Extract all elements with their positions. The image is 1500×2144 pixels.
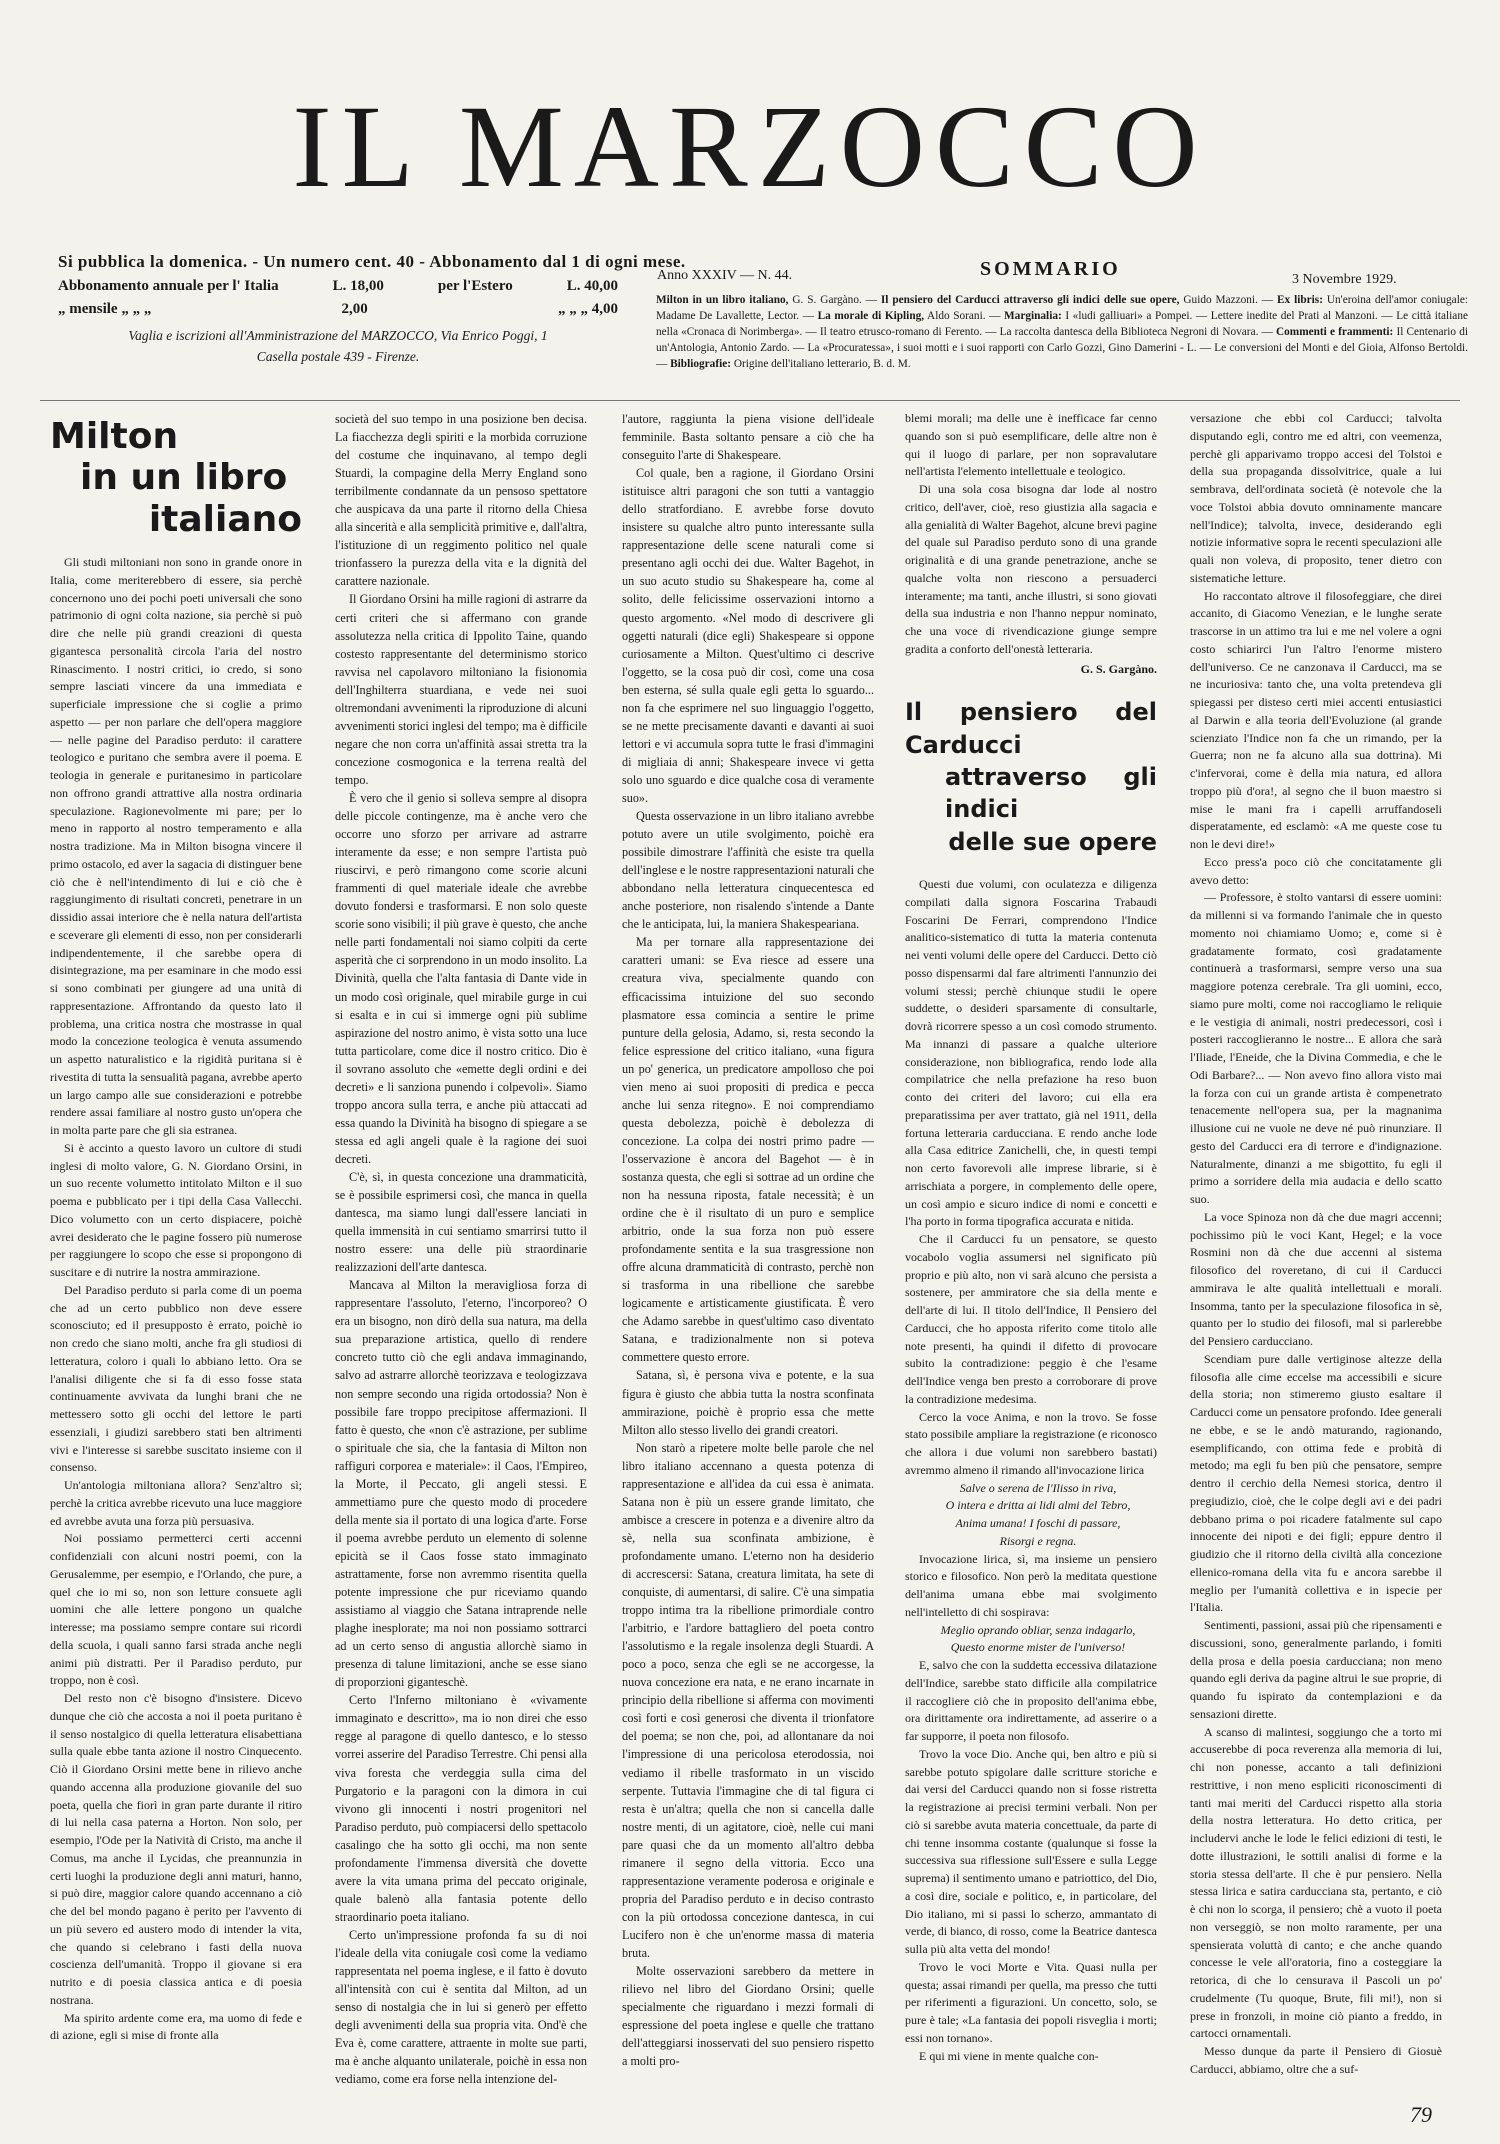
page-number: 79 <box>1410 2102 1432 2127</box>
address-line-1: Vaglia e iscrizioni all'Amministrazione del MARZOCCO, Via Enrico Poggi, 1 <box>128 328 548 343</box>
paragraph: Trovo la voce Dio. Anche qui, ben altro e più si sarebbe potuto spigolare dalle scritture storiche e dai versi del Carducci quando non si fosse ristretta la registrazione ai precisi termini verbali. Non per ciò si sarebbe avuta materia concettuale, da parte di chi tenne insomma costante (qualunque si fosse la successiva sua riflessione sull'Essere e sulla Legge suprema) il sentimento umano e patriottico, del Dio, a così dire, sociale e politico, e, in particolare, del Dio italiano, mi si passi lo scherzo, ammantato di verde, di bianco, di rosso, come la Beatrice dantesca sulla più alta vetta del mondo! <box>905 1746 1157 1957</box>
toc-author: Guido Mazzoni. — <box>1179 294 1277 306</box>
paragraph: Del Paradiso perduto si parla come di un poema che ad un certo pubblico non deve essere sconosciuto; ed il presupposto è errato, poichè io non credo che siano molti, anche fra gli studiosi di letteratura, coloro i quali lo abbiano letto. Ora se l'analisi diligente che si fa di esso fosse stata continuamente avvivata da lunghi brani che ne mettessero sotto gli occhi del lettore le parti essenziali, i giudizi sarebbero stati ben altrimenti vivi e l'interesse si sarebbe suscitato insieme con il consenso. <box>50 1282 302 1475</box>
header-divider <box>40 400 1460 401</box>
paragraph: Cerco la voce Anima, e non la trovo. Se fosse stato possibile ampliare la registrazione (e riconosco che allora i due volumi non sarebbero bastati) avremmo almeno il rimando all'invocazione lirica <box>905 1409 1157 1477</box>
paragraph: Gli studi miltoniani non sono in grande onore in Italia, come meriterebbero di essere, sia perchè concernono uno dei pochi poeti universali che sono patrimonio di ogni colta nazione, sia perchè si può dire che nelle più grandi creazioni di questa gigantesca personalità circola l'aria del nostro Rinascimento. I nostri critici, io credo, si sono sempre lasciati vincere da una immediata e superficiale impressione che si coglie a primo aspetto — per non parlare che dell'opera maggiore — nelle pagine del Paradiso perduto: il carattere teologico e puritano che sembra avere il poema. E teologia in generale e puritanesimo in particolare non offrono grandi attrattive alla nostra ordinaria speculazione. Ragionevolmente mi pare; per lo meno in rapporto al nostro temperamento e alla nostra tradizione. Ma in Milton bisogna vincere il primo ostacolo, ed aver la sagacia di distinguer bene ciò che è nell'intendimento di lui e ciò che è raggiungimento di risultati concreti, penetrare in un dissidio assai interiore che è nella natura dell'artista e sceverare gli elementi di esso, non per considerarli indipendentemente, il che sarebbe opera di disintegrazione, ma per esaminare in che modo essi si sono combinati per giungere ad una unità di rappresentazione. Affrontando da questo lato il problema, una critica nostra che mostrasse in qual modo la concezione teologica è venuta assumendo un aspetto naturalistico e la rigidità puritana si è rivestita di tutta la sensualità pagana, avrebbe aperto un largo campo alle sue considerazioni e potrebbe rendere assai familiare al nostro gusto un'opera che in molta parte pare che gli sia estranea. <box>50 555 302 1138</box>
toc-item: La morale di Kipling, <box>817 310 925 323</box>
paragraph: A scanso di malintesi, soggiungo che a torto mi accuserebbe di poca reverenza alla memoria di lui, chi non ponesse, accanto a tali definizioni restrittive, i non meno espliciti riconoscimenti di tanti mai meriti del Carducci rispetto alla storia della nostra letteratura. Ho detto critica, per includervi anche le lode le felici edizioni di testi, le dotte illustrazioni, le sottili analisi di forme e la storia stessa dell'arte. Il che è pur pensiero. Nella stessa lirica e satira carducciana sta, pertanto, e ciò è chi non lo scorga, il pensiero; chè a vuoto il poeta non verseggiò, se non molto raramente, per una spensierata voluttà di canto; e che anche quando concesse le vele all'oratoria, fino a costeggiare la retorica, di che lo censurava il Pascoli un po' crudelmente (Tu quoque, Brute, fili mi!), non si prese in fronzoli, in moine ciò pianto a freddo, in cartocci ornamentali. <box>1190 1724 1442 2041</box>
paragraph: Non starò a ripetere molte belle parole che nel libro italiano accennano a questa potenza di rappresentazione e all'idea da cui essa è animata. Satana non è più un essere grande limitato, che ambisce a crescere in potenza e a divenire altro da sè, nella sua sconfinata ambizione, è profondamente umano. L'eterno non ha desiderio di accrescersi: Satana, creatura limitata, ha sete di conquiste, di aumentarsi, di salire. C'è una simpatia troppo intima tra la ribellione primordiale contro l'arbitrio, e l'ardore battagliero del poeta contro l'assolutismo e la regale insolenza degli Stuardi. A poco a poco, senza che egli se ne accorgesse, la nuova concezione era nata, e ne erano incarnate in principio della ribellione si afferma con movimenti così forti e così generosi che diventa il trionfatore del poema; se non che, poi, ad allontanare da noi l'impressione di una pericolosa eterodossia, noi vediamo il ribelle trasformato in un viscido serpente. Tuttavia l'immagine che di tal figura ci resta è un'altra; quella che non si cancella dalle nostre menti, di un agitatore, cioè, nelle cui mani pare quasi che da un momento all'altro debba rimanere il segno della vittoria. Ecco una rappresentazione veramente poderosa e originale e propria del Paradiso perduto e in deciso contrasto con la più ortodossa concezione dantesca, in cui Lucifero non è che un'enorme massa di materia bruta. <box>622 1440 874 1960</box>
publication-line: Si pubblica la domenica. - Un numero cent. 40 - Abbonamento dal 1 di ogni mese. <box>58 252 686 271</box>
article-title-milton: Milton in un libro italiano <box>50 416 302 540</box>
subscription-annual <box>58 278 618 295</box>
sub-monthly-abroad: „ „ „ 4,00 <box>557 301 618 317</box>
publication-info <box>58 252 686 368</box>
paragraph: Invocazione lirica, sì, ma insieme un pensiero storico e filosofico. Non però la meditata questione dell'anima umana ebbe mai svolgimento nell'intelletto di chi sospirava: <box>905 1551 1157 1619</box>
toc-author: I «ludi galliuari» a Pompei. — Lettere inedite del Prati al Manzoni. — Le città italiane nella «Cronaca di Norimberga». — Il teatro etrusco-romano di Ferento. — La raccolta dantesca della Biblioteca Negroni di Novara. — <box>656 310 1468 339</box>
verse-line: Anima umana! I foschi di passare, <box>955 1516 1121 1531</box>
paragraph: blemi morali; ma delle une è inefficace far cenno quando son si può esemplificare, delle altre non è qui il luogo di parlare, per non sopravalutare nell'artista l'elemento intellettuale e teologico. <box>905 411 1157 479</box>
paragraph: Che il Carducci fu un pensatore, se questo vocabolo voglia assumersi nel significato più proprio e più alto, non vi sarà alcuno che persista a sostenere, per ammiratore che sia della mente e dell'arte di lui. Il titolo dell'Indice, Il Pensiero del Carducci, che ho apposta riferito come titolo alle note presenti, ha quindi il difetto di provocare subito la contradizione: peggio è che l'esame dell'Indice venga ben presto a corroborare di prove la contradizione medesima. <box>905 1232 1157 1406</box>
sub-annual-italy: L. 18,00 <box>332 278 384 294</box>
paragraph: Trovo le voci Morte e Vita. Quasi nulla per questa; assai rimandi per quella, ma presso che tutti per riferimenti a figurazioni. Un concetto, solo, se pure è tale; «La fantasia dei popoli risveglia i morti; essi non tornano». <box>905 1959 1157 2045</box>
sommario-title: SOMMARIO <box>980 258 1121 280</box>
paragraph: società del suo tempo in una posizione ben decisa. La fiacchezza degli spiriti e la morbida corruzione del costume che inquinavano, al tempo degli Stuardi, la compagine della Merry England sono terribilmente condannate da un pensoso spettatore che auspicava da una parte il ritorno della Chiesa alla sincerità e alla semplicità primitive e, dall'altra, l'istituzione di un reggimento politico nel quale trionfassero la purezza della vita e la dignità del carattere nazionale. <box>335 412 587 589</box>
paragraph: Satana, sì, è persona viva e potente, e la sua figura è giusto che abbia tutta la nostra sconfinata ammirazione, poichè è proprio essa che mette Milton allo stesso livello dei grandi creatori. <box>622 1368 874 1437</box>
toc-author: Aldo Sorani. — <box>924 310 1005 323</box>
paragraph: La voce Spinoza non dà che due magri accenni; pochissimo più le voci Kant, Hegel; e la voce Rosmini non dà che due accenni al sistema filosofico del roveretano, di cui il Carducci ammirava le alte qualità intellettuali e morali. Insomma, tanto per la speculazione filosofica in sè, quanto per lo studio dei filosofi, mal si parlerebbe del Pensiero carducciano. <box>1190 1209 1442 1348</box>
paragraph: Si è accinto a questo lavoro un cultore di studi inglesi di molto valore, G. N. Giordano Orsini, in un suo recente volumetto intitolato Milton e il suo poema e pubblicato per i tipi della Casa Vallecchi. Dico volumetto con un certo dispiacere, poichè avrei desiderato che le pagine fossero più numerose per raggiungere lo scopo che esse si propongono di suscitare e di nutrire la nostra ammirazione. <box>50 1140 302 1280</box>
author-signature: G. S. Gargàno. <box>1080 661 1157 676</box>
paragraph: Del resto non c'è bisogno d'insistere. Dicevo dunque che ciò che accosta a noi il poeta puritano è il senso nostalgico di quella letteratura elisabettiana sulla quale ebbe tanta azione il nostro Cinquecento. Ciò il Giordano Orsini mette bene in rilievo anche quando accenna alla produzione giovanile del suo poeta, quella che fiorì in gran parte durante il ritiro di lui nella casa paterna a Horton. Non solo, per esempio, l'Ode per la Natività di Cristo, ma anche il Comus, ma anche il Lycidas, che preannunzia in certi luoghi la produzione degli anni maturi, hanno, si può dire, maggior calore quando accennano a ciò che del bel mondo pagano è perito per l'avvento di un più severo ed austero modo di intender la vita, che quando si celebrano i fasti della nuova coscienza dell'umanità. Troppo il giovane si era nutrito e di poesia classica antica e di poesia nostrana. <box>50 1691 302 2007</box>
paragraph: E, salvo che con la suddetta eccessiva dilatazione dell'Indice, sarebbe stato difficile alla compilatrice il raccogliere ciò che in proposito dell'anima ebbe, ora dirittamente ora indirettamente, ad asserire o a far supporre, il poeta non filosofo. <box>905 1658 1157 1744</box>
paragraph: Sentimenti, passioni, assai più che ripensamenti e discussioni, sono, generalmente parlando, i fomiti della prosa e della poesia carducciana; non meno quando egli deriva da pagine altrui le sue proprie, di quando fu ispirato da contemplazioni e da sensazioni dirette. <box>1190 1618 1442 1721</box>
sub-annual-abroad-label: per l'Estero <box>437 278 513 294</box>
column-5 <box>1190 410 1442 2079</box>
paragraph: Ma per tornare alla rappresentazione dei caratteri umani: se Eva riesce ad essere una creatura viva, specialmente quando con efficacissima intuizione del suo secondo plasmatore essa comincia a sentire le prime punture della gelosia, Adamo, si, resta secondo la felice espressione del critico italiano, «una figura un po' generica, un predicatore ampolloso che poi vien meno ai suoi propositi di predica e pecca anche lui senza ritegno». E noi comprendiamo questa debolezza, poichè è debolezza di concezione. La colpa dei nostri primo padre — l'osservazione è ancora del Bagehot — è in sostanza questa, che egli si sottrae ad un ordine che non ha nessuna riposta, fatale necessità; è un ordine che è il risultato di un puro e semplice arbitrio, onde la sua forza non può essere profondamente sentita e la sua trasgressione non offre alcuna drammaticità di contrasto, perchè non si trasforma in una ribellione che sarebbe logicamente e artisticamente giustificata. È vero che Adamo sarebbe in quest'ultimo caso diventato Satana, e tradizionalmente non si poteva commettere questo errore. <box>622 935 874 1365</box>
column-1 <box>50 410 302 2045</box>
address <box>58 326 618 368</box>
paragraph: — Professore, è stolto vantarsi di essere uomini: da millenni si va formando l'animale che in questo momento noi chiamiamo Uomo; e, come si è gradatamente formato, così gradatamente continuerà a trasformarsi, sempre verso una sua maggiore potenza cerebrale. Tra gli uomini, ecco, siamo pure molti, come noi raccogliamo le reliquie e le vestigia di animali, nostri predecessori, così i posteri raccoglieranno le nostre... E allora che sarà l'Iliade, l'Eneide, che la Divina Commedia, e che le Odi Barbare?... — Non avevo fino allora visto mai la forza con cui un grande artista è compenetrato tenacemente nell'opera sua, per la magnanima illusione cui ne vuole ne deve né può rinunziare. Il gesto del Carducci era di terrore e d'indignazione. Naturalmente, dinanzi a me sbigottito, fu egli il primo a sorridere della mia audacia e dello scatto suo. <box>1190 890 1442 1206</box>
column-3 <box>622 410 874 2070</box>
toc-item: Bibliografie: <box>670 358 731 371</box>
paragraph: Certo un'impressione profonda fa su di noi l'ideale della vita coniugale così come la vediamo rappresentata nel poema inglese, e il fatto è dovuto all'intensità con cui è sentita dal Milton, ad un senso di nostalgia che in lui si generò per effetto degli avvenimenti della sua propria vita. Ond'è che Eva è, come carattere, attraente in molte sue parti, ma è anche alquanto unilaterale, poichè in essa non vediamo, come era forse nella intenzione del- <box>335 1927 587 2087</box>
paragraph: l'autore, raggiunta la piena visione dell'ideale femminile. Basta soltanto pensare a ciò che ha conseguito l'arte di Shakespeare. <box>622 412 874 463</box>
toc-author: G. S. Gargàno. — <box>788 294 881 306</box>
paragraph: Noi possiamo permetterci certi accenni confidenziali con alcuni nostri poemi, con la Gerusalemme, per esempio, e l'Orlando, che pure, a quel che io mi so, non son letture consuete agli uomini che alle lettere pongono un qualche interesse; ma possiamo sempre contare sui ricordi della scuola, i quali sanno farsi strada anche negli animi più distratti. Per il Paradiso perduto, pur troppo, non è così. <box>50 1531 302 1688</box>
paragraph: Col quale, ben a ragione, il Giordano Orsini istituisce altri paragoni che son tutti a vantaggio dello stratfordiano. E avrebbe forse dovuto insistere su qualche altro punto interessante sulla rappresentazione delle scene naturali come si presentano agli occhi dei due. Walter Bagehot, in un suo acuto studio su Shakespeare ha, come al solito, delle felicissime osservazioni intorno a questo argomento. «Nel modo di descrivere gli oggetti naturali (dice egli) Shakespeare si oppone curiosamente a Milton. Quest'ultimo ci descrive l'oggetto, se la cosa può dir così, come una cosa ben esterna, sé sulla quale egli getta lo sguardo... non fa che esprimere nel suo linguaggio l'oggetto, se ne mette precisamente davanti e davanti ai suoi lettori e vi accumula sopra tutte le frasi d'immagini di migliaia di anni; Shakespeare invece vi getta solo uno sguardo e dice qualche cosa di veramente suo». <box>622 466 874 805</box>
paragraph: E qui mi viene in mente qualche con- <box>919 2048 1099 2063</box>
paragraph: Mancava al Milton la meravigliosa forza di rappresentare l'assoluto, l'eterno, l'incorporeo? O era un bisogno, non dirò della sua natura, ma della sua preparazione artistica, quello di rendere concreto tutto ciò che egli andava immaginando, salvo ad astrarre allorchè teorizzava e teologizzava non sempre secondo una rigida ortodossia? Non è possibile fare troppo precipitose affermazioni. Il fatto è questo, che «non c'è astrazione, per sublime o spirituale che sia, che la fantasia di Milton non raffiguri corporea e materiale»: il Caos, l'Empireo, la Morte, il Peccato, gli angeli stessi. E ammettiamo pure che questo modo di procedere della mente sia il portato di una logica d'arte. Forse il poema avrebbe perduto un elemento di solenne epicità se il Caos fosse stato immaginato astrattamente, forse non avremmo risentita quella potente impressione che pur riceviamo quando assistiamo al viaggio che Satana intraprende nelle plaghe inesplorate; ma noi non possiamo sottrarci ad un certo senso di angustia allorchè siamo in presenza di talune limitazioni, anche se esse siano di proporzioni giganteschè. <box>335 1278 587 1690</box>
paragraph: Un'antologia miltoniana allora? Senz'altro sì; perchè la critica avrebbe ricevuto una luce maggiore ed avrebbe avuta una forza più persuasiva. <box>50 1478 302 1528</box>
paragraph: Questi due volumi, con oculatezza e diligenza compilati dalla signora Foscarina Trabaudi Foscarini De Ferrari, comprendono l'Indice analitico-sistematico di tutta la materia contenuta nei venti volumi delle opere del Carducci. Detto ciò posso dispensarmi dal fare altrimenti l'annunzio dei volumi stessi; perchè chiunque studii le opere suddette, o desideri sparsamente di consultarle, dovrà ricorrere spesso a un così comodo strumento. Ma innanzi di passare a qualche ulteriore considerazione, non bibliografica, rendo lode alla compilatrice che nella prefazione ha reso buon conto dei criteri del lavoro; cui ella era preparatissima per aver trattato, già nel 1911, della fortuna letteraria carducciana. E rendo anche lode alla Casa editrice Zanichelli, che, in questi tempi non certo favorevoli alle imprese librarie, si è arrischiata a porgere, in complemento delle opere, un così ampio e sicuro indice di nomi e concetti e l'ha porto in forma tipografica accurata e nitida. <box>905 877 1157 1229</box>
sub-monthly-italy: 2,00 <box>341 301 368 317</box>
paragraph: Il Giordano Orsini ha mille ragioni di astrarre da certi criteri che si affermano con grande assolutezza nella critica di Ippolito Taine, quando costesto rappresentante del determinismo storico ravvisa nel capolavoro miltoniano la fisionomia dell'Inghilterra stuardiana, e vede nei suoi oltremondani avvenimenti la riproduzione di alcuni avvenimenti storici inglesi del tempo; ma è difficile negare che non corra un'affinità assai stretta tra la concezione cosmogonica e la terrena realtà del tempo. <box>335 592 587 787</box>
paragraph: versazione che ebbi col Carducci; talvolta disputando egli, contro me ed altri, con veemenza, perchè gli apparivamo troppo accesi del Tolstoi e della sua propaganda dissolvitrice, quale a lui sembrava, dell'ordinata società (è notevole che la voce Tolstoi abbia dovuto omninamente mancare nell'Indice); talvolta, invece, desiderando egli notizie informative sopra le recenti speculazioni alle quali non voleva, di proposito, tener dietro con sistematiche letture. <box>1190 411 1442 585</box>
sub-monthly-label: „ mensile „ „ „ <box>58 301 152 317</box>
paragraph: Messo dunque da parte il Pensiero di Giosuè Carducci, abbiamo, oltre che a suf- <box>1190 2044 1442 2076</box>
toc-item: Marginalia: <box>1004 310 1062 323</box>
paragraph: Questa osservazione in un libro italiano avrebbe potuto avere un utile svolgimento, poichè era possibile dimostrare l'affinità che esiste tra quella dell'inglese e le nostre rappresentazioni naturali che abbondano nella letteratura cinquecentesca ed anche posteriore, non risalendo s'intende a Dante che le anticipata, lui, la maniera Shakespeariana. <box>622 809 874 932</box>
column-2 <box>335 410 587 2088</box>
toc-item: Commenti e frammenti: <box>1275 326 1394 339</box>
paragraph: Ma spirito ardente come era, ma uomo di fede e di azione, egli si mise di fronte alla <box>50 2010 302 2043</box>
toc-author: Origine dell'italiano letterario, B. d. M. <box>731 358 911 371</box>
address-line-2: Casella postale 439 - Firenze. <box>256 348 420 364</box>
sub-annual-label: Abbonamento annuale per l' Italia <box>58 278 279 294</box>
paragraph: Ecco press'a poco ciò che concitatamente gli avevo detto: <box>1190 854 1442 887</box>
issue-date: 3 Novembre 1929. <box>1292 272 1397 287</box>
toc-item: Il pensiero del Carducci attraverso gli indici delle sue opere, <box>880 294 1180 306</box>
toc-author: Un'eroina dell'amor coniugale: Madame De Lavallette, Lector. — <box>656 294 1468 323</box>
issue-number: Anno XXXIV — N. 44. <box>657 268 793 283</box>
paragraph: Molte osservazioni sarebbero da mettere in rilievo nel libro del Giordano Orsini; quelle specialmente che riguardano i mezzi formali di espressione del poeta inglese e quelle che trattano dell'atteggiarsi inosservati del suo pensiero rispetto a molti pro- <box>622 1964 874 2069</box>
verse-line: Questo enorme mister de l'universo! <box>950 1640 1126 1655</box>
toc-author: Il Centenario di un'Antologia, Antonio Zardo. — La «Procuratessa», i suoi motti e i suoi rapporti con Carlo Gozzi, Gino Damerini - L. — Le conversioni del Monti e del Gioia, Alfonso Bertoldi. — <box>656 326 1468 371</box>
verse-line: Salve o serena de l'Ilisso in riva, <box>959 1480 1117 1495</box>
column-4 <box>905 410 1157 2065</box>
verse-line: Risorgi e regna. <box>999 1533 1077 1548</box>
verse-line: Meglio oprando obliar, senza indagarlo, <box>940 1622 1136 1637</box>
paragraph: È vero che il genio si solleva sempre al disopra delle piccole contingenze, ma è anche vero che occorre uno sforzo per arrivare ad astrarre interamente da esse; e non sempre l'artista può riuscirvi, e però rimangono come scorie alcuni frammenti di quel materiale ideale che avrebbe dovuto fondersi e trasformarsi. E non solo queste scorie sono visibili; il più grave è questo, che anche nelle parti fondamentali noi siamo colpiti da certe asperità che ci sorprendono in un modo insolito. La Divinità, quella che l'alta fantasia di Dante vide in un modo così originale, quel mirabile gurge in cui si esalta e in cui si immerge ogni più sublime aspirazione del nostro animo, è vista sotto una luce tutta particolare, come dice il nostro critico. Dio è il sovrano assoluto che «emette degli ordini e dei decreti» e li sanziona punendo i colpevoli». Siamo troppo ancora sulla terra, e anche più attaccati ad essa quando la Divinità ha bisogno di spiegare a se stessa ed agli angeli quale è la ragione dei suoi decreti. <box>335 790 587 1166</box>
sommario-body <box>656 292 1468 372</box>
toc-item: Milton in un libro italiano, <box>656 294 789 306</box>
toc-item: Ex libris: <box>1277 294 1323 306</box>
sub-annual-abroad: L. 40,00 <box>566 278 618 294</box>
verse-line: O intera e dritta ai lidi almi del Tebro, <box>945 1498 1131 1513</box>
paragraph: Di una sola cosa bisogna dar lode al nostro critico, dell'aver, cioè, reso giustizia alla sagacia e alla genialità di Walter Bagehot, alcune brevi pagine del quale sul Paradiso perduto sono di una grande originalità e di una grande penetrazione, anche se qualche volta non riescono a persuaderci interamente; ma tanti, anche illustri, si sono giovati della sua industria e non l'hanno neppur nominato, che una voce di rivendicazione giunge sempre gradita a conforto dell'onestà letteraria. <box>905 482 1157 656</box>
paragraph: Certo l'Inferno miltoniano è «vivamente immaginato e descritto», ma io non direi che esso regge al paragone di quello dantesco, e lo stesso vorrei asserire del Paradiso Terrestre. Chi pensi alla viva foresta che verdeggia sulla cima del Purgatorio e la paragoni con la dimora in cui vivono gli innocenti i nostri progenitori nel Paradiso perduto, può compiacersi dello spettacolo casalingo che ha sotto gli occhi, ma non sente profondamente l'immensa diversità che dovette avere la vita umana prima del peccato originale, quale balenò alla fantasia potente dello straordinario poeta italiano. <box>335 1693 587 1924</box>
masthead-title: IL MARZOCCO <box>292 81 1208 212</box>
paragraph: Scendiam pure dalle vertiginose altezze della filosofia alle cime eccelse ma accessibili e sicure della storia; non stimeremo giusto esaltare il Carducci come un pensatore profondo. Idee generali ne ebbe, e se le andò maturando, ragionando, esemplificando, con ottima fede e probità di metodo; ma egli fu ben più che pensatore, sempre dentro il cerchio della Nemesi storica, dentro il pregiudizio, cioè, che le colpe degli avi e dei padri debbano prima o poi ricadere fatalmente sul capo innocente dei nipoti e dei figli; eppure dentro il giudizio che il ritorno della civiltà alla concezione ellenico-romana della vita fu e ancora sarebbe il meglio per l'umanità collettiva e in ispecie per l'Italia. <box>1190 1351 1442 1615</box>
article-title-carducci: Il pensiero del Carducci attraverso gli indici delle sue opere <box>905 698 1157 856</box>
paragraph: C'è, sì, in questa concezione una drammaticità, se è possibile esprimersi così, che manca in quella dantesca, ma siamo lungi dall'essere lanciati in quella immensità in cui sentiamo smarrirsi tutto il nostro essere: una delle più straordinarie realizzazioni dell'arte dantesca. <box>335 1169 587 1275</box>
paragraph: Ho raccontato altrove il filosofeggiare, che direi accanito, di Giacomo Venezian, e le lunghe serate trascorse in un attimo tra lui e me nel volere a ogni costo schiarirci l'un l'altro l'enorme mistero dell'universo. Ce ne canzonava il Carducci, ma se ne incuriosiva: tanto che, una volta pretendeva gli spiegassi per disteso certi miei accenti entusiastici al Darwin e alla teoria dell'Evoluzione (al grande scienziato l'Indice non fa che un rimando, per la Guerra; non ne fa alcuno alla sua dottrina). Mi c'infervorai, come è della mia natura, ed allora troppo più d'ora!, al segno che il buon maestro si mise le mani fra i capelli arruffandoseli disperatamente, ed esclamò: «A me queste cose tu non le devi dire!» <box>1190 588 1442 851</box>
subscription-monthly <box>58 301 618 318</box>
